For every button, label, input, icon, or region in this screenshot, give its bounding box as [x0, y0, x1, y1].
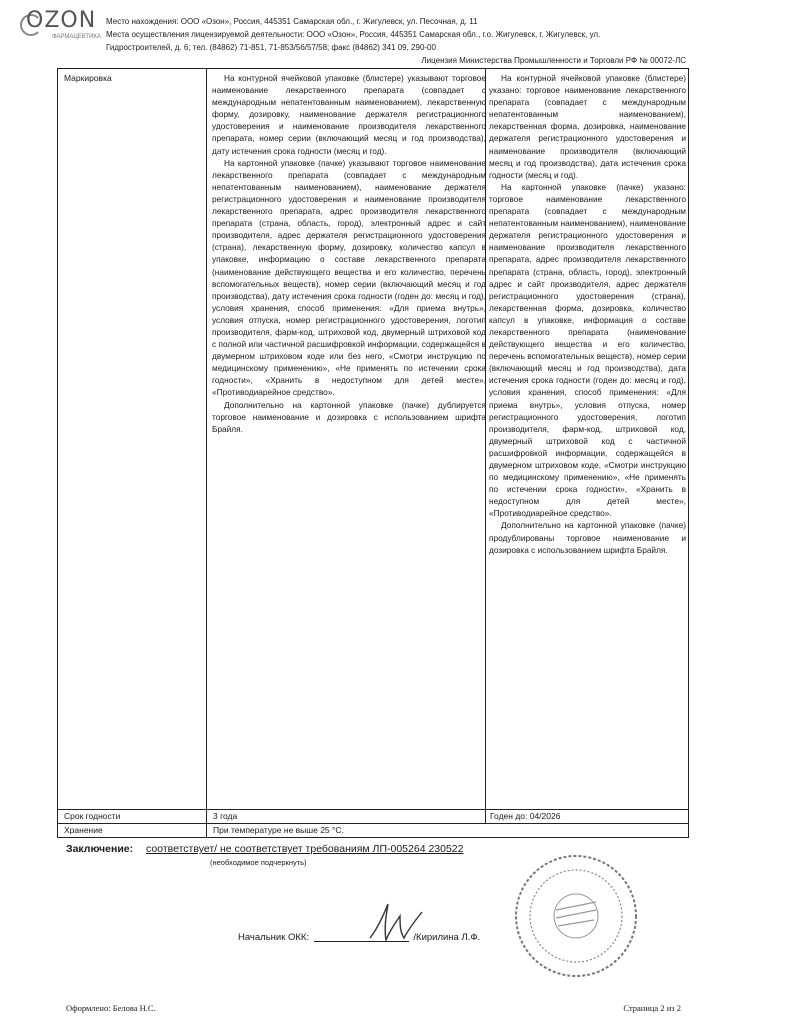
requirement-text	[212, 72, 486, 435]
header-sites: Места осуществления лицензируемой деятельности: ООО «Озон», Россия, 445351 Самарская обл., г.о. Жигулевск, г. Жигулевск, ул.	[106, 30, 601, 39]
signature-line	[238, 932, 480, 943]
header-contacts: Гидростроителей, д. 6; тел. (84862) 71-851, 71-853/56/57/58; факс (84862) 341 09, 290-00	[106, 43, 436, 52]
column-divider	[206, 69, 207, 809]
conclusion-label: Заключение:	[66, 843, 134, 855]
signer-name: /Кирилина Л.Ф.	[413, 932, 481, 943]
shelf-life-label: Срок годности	[64, 811, 121, 821]
company-logo	[20, 6, 100, 40]
conclusion-note: (необходимое подчеркнуть)	[210, 858, 307, 867]
marking-label: Маркировка	[64, 73, 112, 83]
shelf-life-actual: Годен до: 04/2026	[490, 811, 561, 821]
column-divider	[206, 810, 207, 823]
shelf-life-value: 3 года	[213, 811, 238, 821]
column-divider	[485, 810, 486, 823]
actual-text	[489, 72, 686, 556]
actual-paragraph: На картонной упаковке (пачке) указано: торговое наименование лекарственного препарата (совпадает с международным непатентованным наименованием), наименование держателя регистрационного удостоверения и наименование производителя лекарственного препарата, адрес производителя лекарственного препарата (страна, область, город), электронный адрес и сайт производителя, адрес держателя регистрационного удостоверения (страна), лекарственная форма, дозировка, количество капсул в упаковке, информация о составе лекарственного препарата (наименование действующего вещества и его количество, перечень вспомогательных веществ), номер серии (включающий месяц и год производства), дата истечения срока годности (годен до: месяц и год), условия хранения, способ применения: «Для приема внутрь», условия отпуска, номер регистрационного удостоверения, логотип производителя, фарм-код, штриховой код, двумерный штриховой код с частичной расшифровкой информации, содержащейся в двумерном штриховом коде, «Смотри инструкцию по медицинскому применению», «Не применять по истечении срока годности», «Хранить в недоступном для детей месте», «Противодиарейное средство».	[489, 181, 686, 519]
storage-row	[57, 824, 689, 838]
company-stamp-icon	[512, 852, 640, 980]
logo-subtitle: ФАРМАЦЕВТИКА	[52, 34, 101, 40]
storage-label: Хранение	[64, 825, 103, 835]
requirement-paragraph: На картонной упаковке (пачке) указывают торговое наименование лекарственного препарата (совпадает с международным непатентованным наименованием), наименование держателя регистрационного удостоверения и наименование производителя лекарственного препарата, адрес производителя лекарственного препарата (страна, область, город), электронный адрес и сайт производителя, адрес держателя регистрационного удостоверения (страна), лекарственную форму, дозировку, количество капсул в упаковке, информацию о составе лекарственного препарата (наименование действующего вещества и его количество, перечень вспомогательных веществ), номер серии (включающий месяц и год производства), дату истечения срока годности (годен до: месяц и год), условия хранения, способ применения: «Для приема внутрь», условия отпуска, номер регистрационного удостоверения, логотип производителя, фарм-код, штриховой код, двумерный штриховой код с полной или частичной расшифровкой информации, содержащейся в двумерном штриховом коде или без него, «Смотри инструкцию по медицинскому применению», «Не применять по истечении срока годности», «Хранить в недоступном для детей месте», «Противодиарейное средство».	[212, 157, 486, 398]
column-divider	[206, 824, 207, 837]
conclusion-text: соответствует/ не соответствует требованиям ЛП-005264 230522	[146, 843, 464, 855]
actual-paragraph: Дополнительно на картонной упаковке (пачке) продублированы торговое наименование и дозировка с использованием шрифта Брайля.	[489, 520, 686, 555]
prepared-by: Оформлено: Белова Н.С.	[66, 1003, 156, 1013]
shelf-life-row	[57, 810, 689, 824]
requirement-paragraph: Дополнительно на картонной упаковке (пачке) дублируется торговое наименование и дозировка с использованием шрифта Брайля.	[212, 399, 486, 434]
signature-underline	[314, 941, 409, 942]
header-address: Место нахождения: ООО «Озон», Россия, 445351 Самарская обл., г. Жигулевск, ул. Песочная, д. 11	[106, 17, 478, 26]
page-number: Страница 2 из 2	[623, 1003, 681, 1013]
signer-role: Начальник ОКК:	[238, 932, 310, 943]
actual-paragraph: На контурной ячейковой упаковке (блистере) указано: торговое наименование лекарственного препарата (совпадает с международным непатентованным наименованием), лекарственная форма, дозировка, наименование держателя регистрационного удостоверения и наименование производителя (включающий месяц и год производства), дата истечения срока годности (месяц и год).	[489, 73, 686, 180]
conclusion-line	[66, 843, 464, 855]
license-line: Лицензия Министерства Промышленности и Торговли РФ № 00072-ЛС	[421, 56, 686, 65]
company-header	[106, 15, 686, 54]
requirement-paragraph: На контурной ячейковой упаковке (блистере) указывают торговое наименование лекарственного препарата (совпадает с международным непатентованным наименованием), лекарственную форму, дозировку, наименование держателя регистрационного удостоверения и наименование производителя лекарственного препарата, номер серии (включающий месяц и год производства), дату истечения срока годности (месяц и год).	[212, 73, 486, 156]
storage-value: При температуре не выше 25 °С.	[213, 825, 344, 835]
logo-text: OZON	[26, 8, 97, 33]
marking-table	[57, 68, 689, 810]
